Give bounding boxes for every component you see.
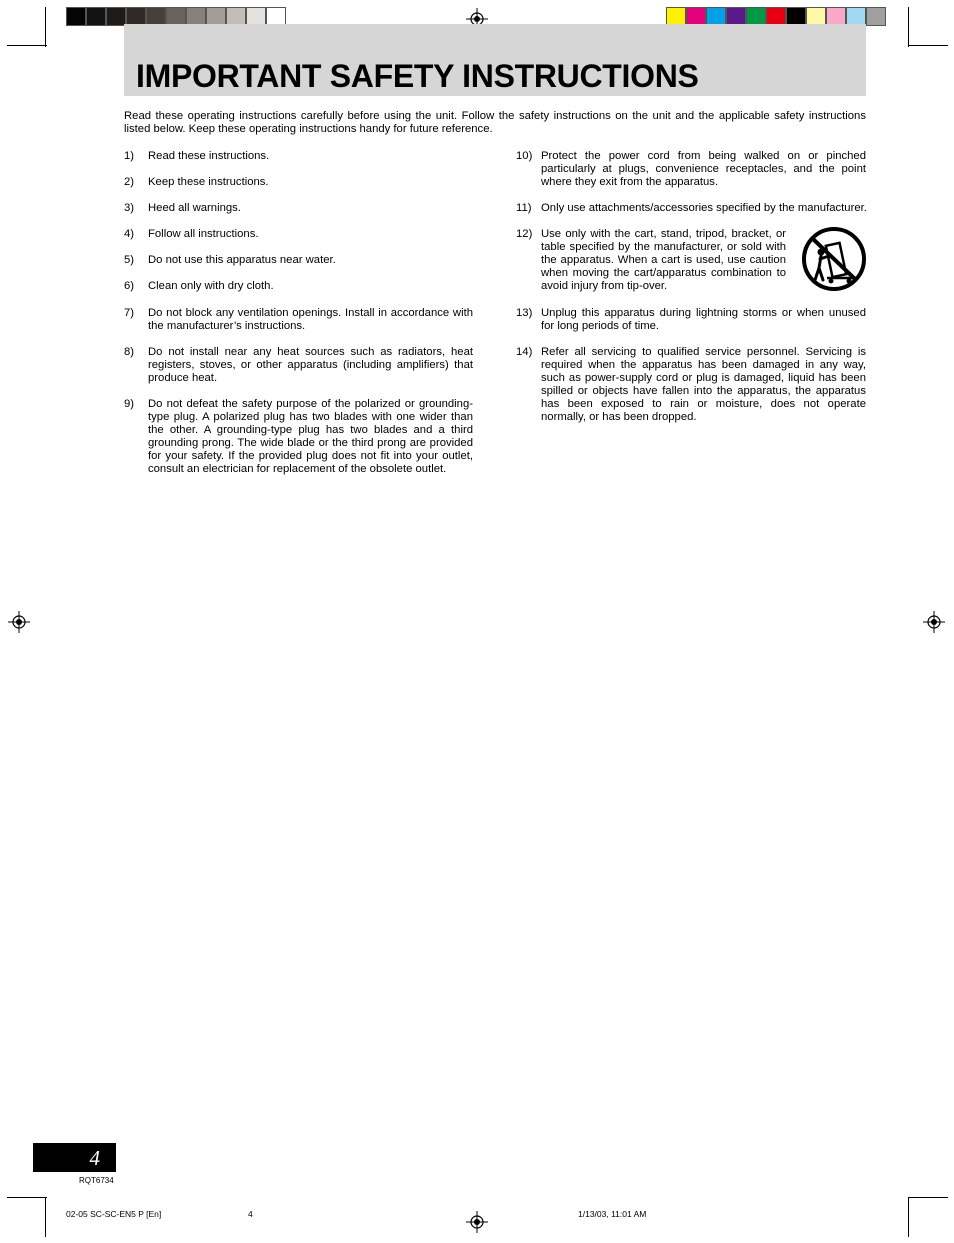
instruction-text: Protect the power cord from being walked on or pinched particularly at plugs, convenience receptacles, and the point where they exit from the apparatus. bbox=[541, 150, 866, 188]
instruction-item bbox=[124, 202, 474, 216]
crop-mark bbox=[45, 7, 46, 47]
instruction-item bbox=[124, 280, 474, 294]
instruction-number: 14) bbox=[516, 346, 533, 358]
instruction-number: 8) bbox=[124, 346, 135, 358]
instruction-number: 6) bbox=[124, 280, 135, 292]
instruction-item bbox=[516, 307, 866, 335]
instruction-number: 9) bbox=[124, 398, 135, 410]
instruction-text: Clean only with dry cloth. bbox=[148, 280, 274, 292]
instruction-text: Do not install near any heat sources such as radiators, heat registers, stoves, or other apparatus (including amplifiers) that produce heat. bbox=[148, 346, 473, 384]
footer-page: 4 bbox=[248, 1209, 253, 1219]
instruction-number: 10) bbox=[516, 150, 533, 162]
footer-file-name: 02-05 SC-SC-EN5 P [En] bbox=[66, 1209, 162, 1219]
instruction-item bbox=[124, 307, 474, 335]
page-number-box bbox=[33, 1143, 116, 1172]
page-title: IMPORTANT SAFETY INSTRUCTIONS bbox=[136, 58, 699, 94]
registration-mark-icon bbox=[8, 611, 30, 633]
instruction-item bbox=[124, 254, 474, 268]
intro-paragraph: Read these operating instructions carefully before using the unit. Follow the safety instructions on the unit and the applicable safety instructions listed below. Keep these operating instructions handy for future reference. bbox=[124, 110, 866, 135]
color-swatch bbox=[866, 7, 886, 26]
registration-mark-icon bbox=[923, 611, 945, 633]
instruction-number: 1) bbox=[124, 150, 135, 162]
instruction-text: Keep these instructions. bbox=[148, 176, 269, 188]
color-swatch bbox=[106, 7, 126, 26]
instruction-text: Do not use this apparatus near water. bbox=[148, 254, 336, 266]
instruction-number: 4) bbox=[124, 228, 135, 240]
color-swatch bbox=[86, 7, 106, 26]
instruction-item bbox=[124, 150, 474, 164]
instruction-item bbox=[124, 176, 474, 190]
instruction-item bbox=[516, 202, 866, 216]
instruction-number: 5) bbox=[124, 254, 135, 266]
crop-mark bbox=[908, 1197, 909, 1237]
crop-mark bbox=[45, 1197, 46, 1237]
instruction-text: Use only with the cart, stand, tripod, bracket, or table specified by the manufacturer, or sold with the apparatus. When a cart is used, use caution when moving the cart/apparatus combination to avoid injury from tip-over. bbox=[541, 228, 786, 292]
page-number: 4 bbox=[89, 1146, 100, 1170]
instruction-number: 11) bbox=[516, 202, 532, 214]
instruction-item bbox=[124, 228, 474, 242]
instruction-number: 12) bbox=[516, 228, 533, 240]
instruction-text: Read these instructions. bbox=[148, 150, 270, 162]
instruction-text: Heed all warnings. bbox=[148, 202, 241, 214]
crop-mark bbox=[7, 45, 47, 46]
instruction-number: 7) bbox=[124, 307, 135, 319]
instruction-number: 13) bbox=[516, 307, 533, 319]
instruction-item bbox=[516, 346, 866, 426]
cart-tip-over-warning-icon bbox=[801, 226, 867, 292]
instruction-item bbox=[124, 346, 474, 386]
instruction-number: 3) bbox=[124, 202, 135, 214]
crop-mark bbox=[7, 1197, 47, 1198]
instruction-text: Follow all instructions. bbox=[148, 228, 259, 240]
model-code: RQT6734 bbox=[79, 1176, 114, 1185]
instruction-item bbox=[516, 150, 866, 190]
footer-timestamp: 1/13/03, 11:01 AM bbox=[578, 1209, 647, 1219]
instruction-text: Unplug this apparatus during lightning storms or when unused for long periods of time. bbox=[541, 307, 866, 332]
color-swatch bbox=[66, 7, 86, 26]
instruction-number: 2) bbox=[124, 176, 135, 188]
instruction-item bbox=[124, 398, 474, 478]
crop-mark bbox=[908, 45, 948, 46]
registration-mark-icon bbox=[466, 1211, 488, 1233]
instruction-text: Do not defeat the safety purpose of the polarized or grounding-type plug. A polarized plug has two blades with one wider than the other. A grounding-type plug has two blades and a third grounding prong. The wide blade or the third prong are provided for your safety. If the provided plug does not fit into your outlet, consult an electrician for replacement of the obsolete outlet. bbox=[148, 398, 473, 475]
crop-mark bbox=[908, 1197, 948, 1198]
crop-mark bbox=[908, 7, 909, 47]
instruction-text: Only use attachments/accessories specified by the manufacturer. bbox=[541, 202, 867, 214]
instruction-text: Do not block any ventilation openings. Install in accordance with the manufacturer’s instructions. bbox=[148, 307, 473, 332]
instruction-text: Refer all servicing to qualified service personnel. Servicing is required when the apparatus has been damaged in any way, such as power-supply cord or plug is damaged, liquid has been spilled or objects have fallen into the apparatus, the apparatus has been exposed to rain or moisture, does not operate normally, or has been dropped. bbox=[541, 346, 866, 423]
